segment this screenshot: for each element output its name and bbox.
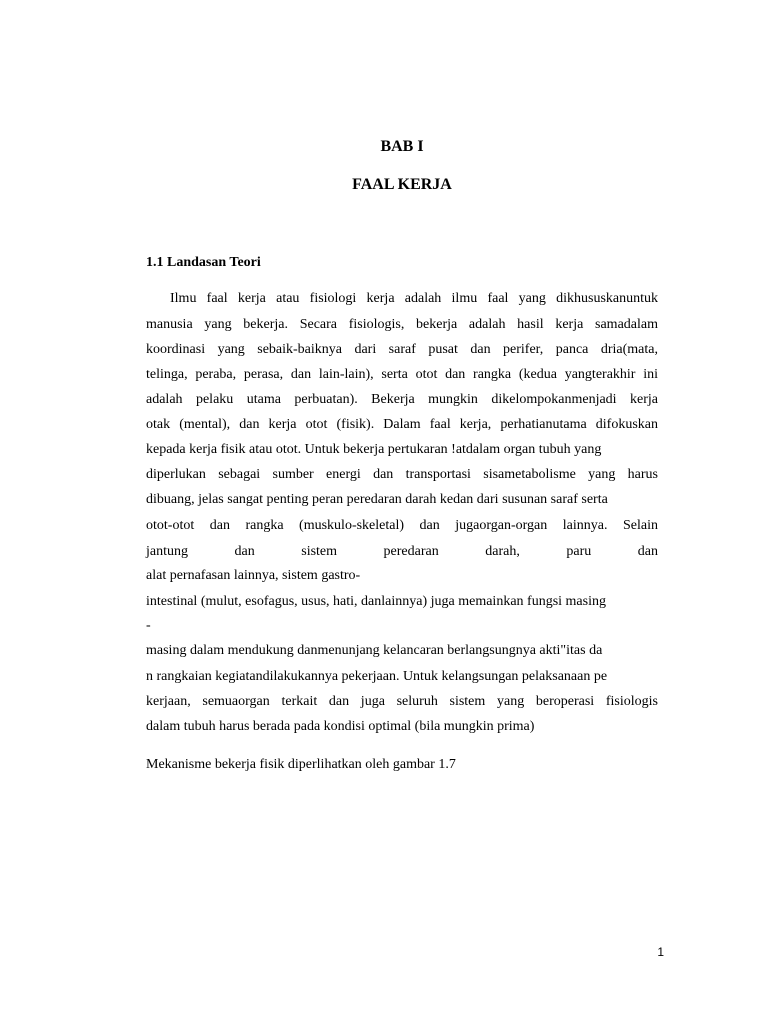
paragraph-line: adalah pelaku utama perbuatan). Bekerja mungkin dikelompokanmenjadi kerja bbox=[146, 392, 658, 407]
paragraph-line: dibuang, jelas sangat penting peran peredaran darah kedan dari susunan saraf serta bbox=[146, 492, 608, 507]
paragraph-line: alat pernafasan lainnya, sistem gastro- bbox=[146, 568, 361, 583]
paragraph-line: n rangkaian kegiatandilakukannya pekerjaan. Untuk kelangsungan pelaksanaan pe bbox=[146, 669, 608, 684]
chapter-title: FAAL KERJA bbox=[352, 176, 452, 193]
paragraph-line: intestinal (mulut, esofagus, usus, hati, danlainnya) juga memainkan fungsi masing bbox=[146, 594, 606, 609]
paragraph-line: kepada kerja fisik atau otot. Untuk bekerja pertukaran !atdalam organ tubuh yang bbox=[146, 442, 602, 457]
chapter-label: BAB I bbox=[380, 138, 424, 155]
paragraph-line: koordinasi yang sebaik-baiknya dari saraf pusat dan perifer, panca dria(mata, bbox=[146, 342, 658, 357]
paragraph-line: otak (mental), dan kerja otot (fisik). Dalam faal kerja, perhatianutama difokuskan bbox=[146, 417, 658, 432]
paragraph-line: kerjaan, semuaorgan terkait dan juga seluruh sistem yang beroperasi fisiologis bbox=[146, 694, 658, 709]
paragraph-line: jantung dan sistem peredaran darah, paru dan bbox=[146, 544, 658, 559]
paragraph-line: masing dalam mendukung danmenunjang kelancaran berlangsungnya akti"itas da bbox=[146, 643, 603, 658]
paragraph-line: telinga, peraba, perasa, dan lain-lain), serta otot dan rangka (kedua yangterakhir ini bbox=[146, 367, 658, 382]
paragraph-line: manusia yang bekerja. Secara fisiologis, bekerja adalah hasil kerja samadalam bbox=[146, 317, 658, 332]
paragraph-line: otot-otot dan rangka (muskulo-skeletal) dan jugaorgan-organ lainnya. Selain bbox=[146, 518, 658, 533]
closing-line: Mekanisme bekerja fisik diperlihatkan oleh gambar 1.7 bbox=[146, 757, 456, 772]
paragraph-line: diperlukan sebagai sumber energi dan transportasi sisametabolisme yang harus bbox=[146, 467, 658, 482]
paragraph-line: dalam tubuh harus berada pada kondisi optimal (bila mungkin prima) bbox=[146, 719, 535, 734]
section-heading: 1.1 Landasan Teori bbox=[146, 255, 261, 270]
paragraph-line: - bbox=[146, 618, 151, 633]
page-number: 1 bbox=[657, 945, 664, 959]
paragraph-line: Ilmu faal kerja atau fisiologi kerja adalah ilmu faal yang dikhususkanuntuk bbox=[170, 291, 658, 306]
